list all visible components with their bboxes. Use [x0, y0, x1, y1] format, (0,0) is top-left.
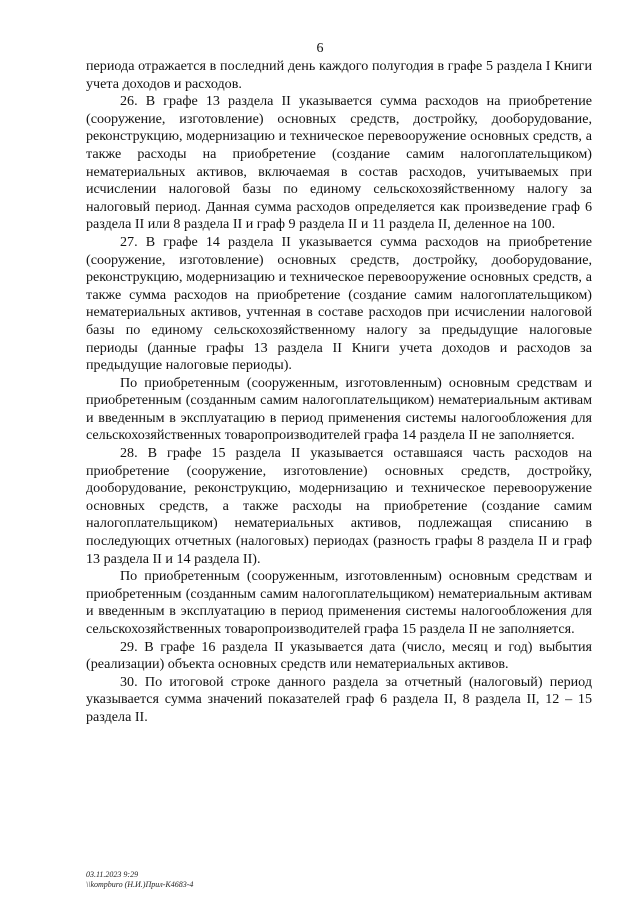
document-footer	[86, 870, 193, 890]
document-body	[86, 58, 592, 727]
paragraph-29: 29. В графе 16 раздела II указывается дата (число, месяц и год) выбытия (реализации) объекта основных средств или нематериальных активов.	[86, 638, 592, 673]
paragraph-27: 27. В графе 14 раздела II указывается сумма расходов на приобретение (сооружение, изготовление) основных средств, достройку, дооборудование, реконструкцию, модернизацию и техническое перевооружение основных средств, а также сумма расходов на приобретение (создание самим налогоплательщиком) нематериальных активов, учтенная в составе расходов при исчислении налоговой базы по единому сельскохозяйственному налогу за предыдущие налоговые периоды (данные графы 13 раздела II Книги учета доходов и расходов за предыдущие налоговые периоды).	[86, 233, 592, 374]
paragraph-continuation: периода отражается в последний день каждого полугодия в графе 5 раздела I Книги учета доходов и расходов.	[86, 58, 592, 92]
paragraph-28-note: По приобретенным (сооруженным, изготовленным) основным средствам и приобретенным (созданным самим налогоплательщиком) нематериальным активам и введенным в эксплуатацию в период применения системы налогообложения для сельскохозяйственных товаропроизводителей графа 15 раздела II не заполняется.	[86, 568, 592, 637]
paragraph-30: 30. По итоговой строке данного раздела за отчетный (налоговый) период указывается сумма значений показателей граф 6 раздела II, 8 раздела II, 12 – 15 раздела II.	[86, 673, 592, 725]
paragraph-28: 28. В графе 15 раздела II указывается оставшаяся часть расходов на приобретение (сооружение, изготовление) основных средств, достройку, дооборудование, реконструкцию, модернизацию и техническое перевооружение основных средств, а также расходы на приобретение (создание самим налогоплательщиком) нематериальных активов, подлежащая списанию в последующих отчетных (налоговых) периодах (разность графы 8 раздела II и граф 13 раздела II и 14 раздела II).	[86, 445, 592, 567]
paragraph-26: 26. В графе 13 раздела II указывается сумма расходов на приобретение (сооружение, изготовление) основных средств, достройку, дооборудование, реконструкцию, модернизацию и техническое перевооружение основных средств, а также расходы на приобретение (создание самим налогоплательщиком) нематериальных активов, включаемая в состав расходов, учитываемых при исчислении налоговой базы по единому сельскохозяйственному налогу за налоговый период. Данная сумма расходов определяется как произведение граф 6 раздела II или 8 раздела II и граф 9 раздела II и 11 раздела II, деленное на 100.	[86, 93, 592, 233]
paragraph-27-note: По приобретенным (сооруженным, изготовленным) основным средствам и приобретенным (созданным самим налогоплательщиком) нематериальным активам и введенным в эксплуатацию в период применения системы налогообложения для сельскохозяйственных товаропроизводителей графа 14 раздела II не заполняется.	[86, 374, 592, 444]
footer-timestamp: 03.11.2023 9:29	[86, 870, 139, 879]
footer-file-path: \\kompburo (Н.И.)Прил-К4683-4	[86, 880, 194, 889]
page-number: 6	[316, 41, 324, 56]
